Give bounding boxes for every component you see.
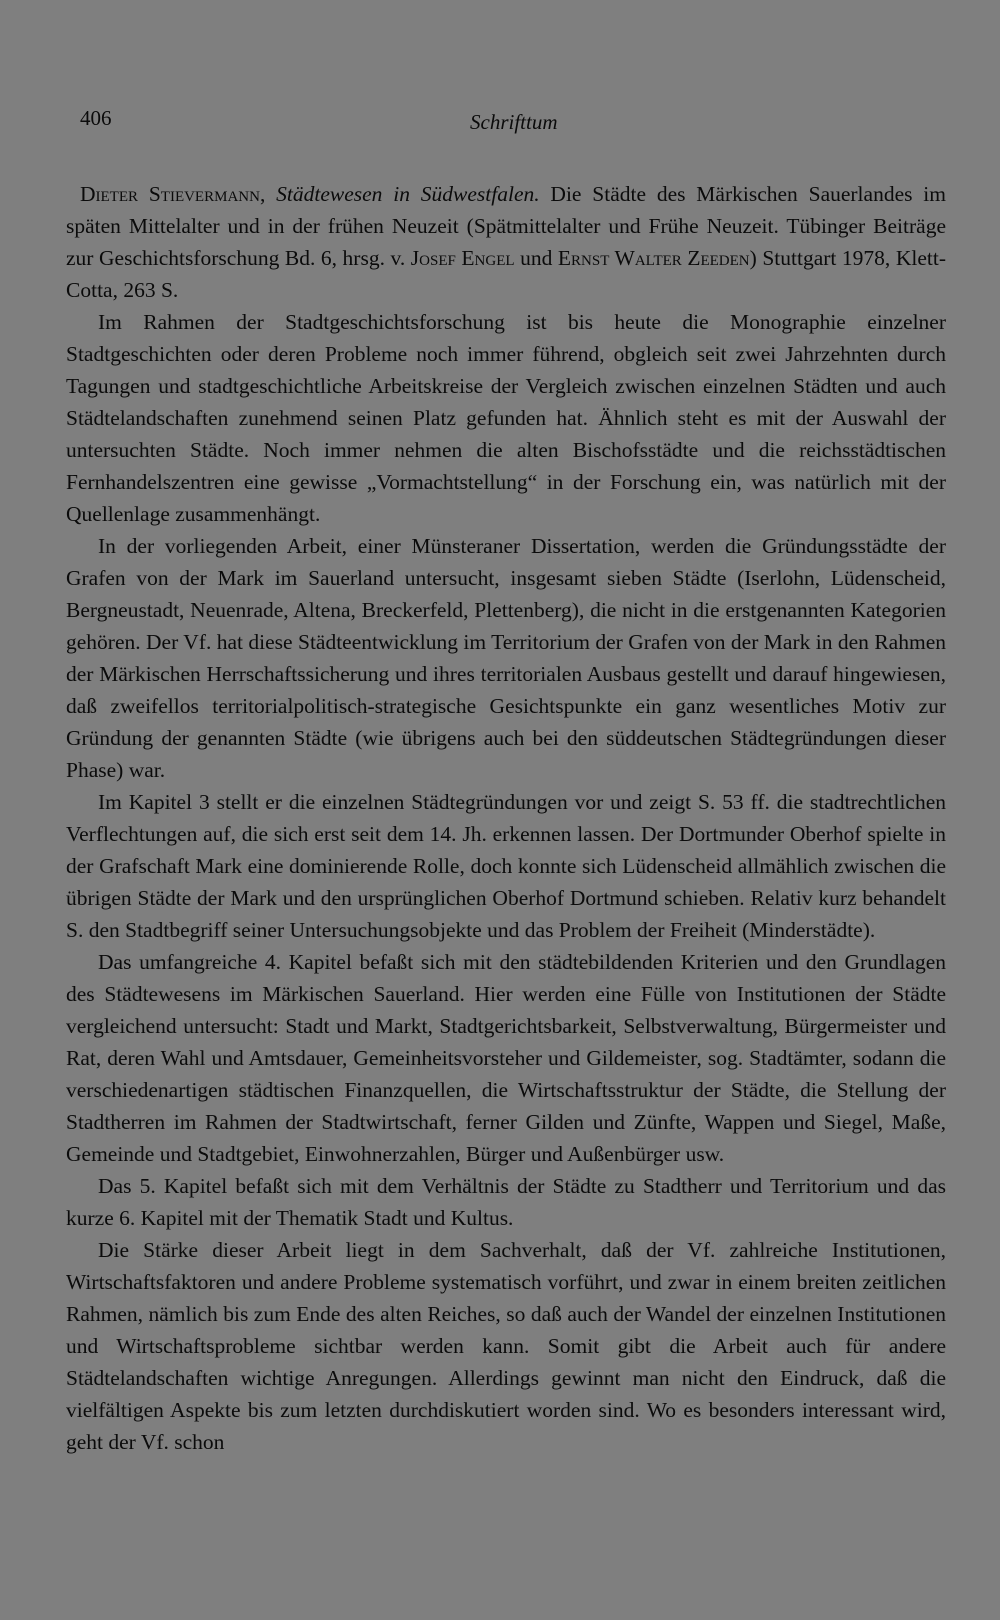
review-entry	[66, 178, 946, 1458]
citation-text: Die Städte des Märkischen Sauerlandes im späten Mittelalter und in der frühen Neuzeit (Spätmittelalter und Frühe Neuzeit. Tübinger Beiträge zur Geschichtsforschung Bd. 6, hrsg. v.	[66, 182, 946, 270]
review-paragraph: Das umfangreiche 4. Kapitel befaßt sich mit den städtebildenden Kriterien und den Grundlagen des Städtewesens im Märkischen Sauerland. Hier werden eine Fülle von Institutionen der Städte vergleichend untersucht: Stadt und Markt, Stadtgerichtsbarkeit, Selbstverwaltung, Bürgermeister und Rat, deren Wahl und Amtsdauer, Gemeinheitsvorsteher und Gildemeister, sog. Stadtämter, sodann die verschiedenartigen städtischen Finanzquellen, die Wirtschaftsstruktur der Städte, die Stellung der Stadtherren im Rahmen der Stadtwirtschaft, ferner Gilden und Zünfte, Wappen und Siegel, Maße, Gemeinde und Stadtgebiet, Einwohnerzahlen, Bürger und Außenbürger usw.	[66, 950, 946, 1166]
review-paragraph: Das 5. Kapitel befaßt sich mit dem Verhältnis der Städte zu Stadtherr und Territorium und das kurze 6. Kapitel mit der Thematik Stadt und Kultus.	[66, 1174, 946, 1230]
bibliographic-citation	[66, 178, 946, 306]
book-title: Städtewesen in Südwestfalen.	[276, 182, 540, 206]
page-number: 406	[80, 106, 112, 130]
author-name: Dieter Stievermann,	[80, 182, 266, 206]
review-paragraph: In der vorliegenden Arbeit, einer Münsteraner Dissertation, werden die Gründungsstädte der Grafen von der Mark im Sauerland untersucht, insgesamt sieben Städte (Iserlohn, Lüdenscheid, Bergneustadt, Neuenrade, Altena, Breckerfeld, Plettenberg), die nicht in die erstgenannten Kategorien gehören. Der Vf. hat diese Städteentwicklung im Territorium der Grafen von der Mark in den Rahmen der Märkischen Herrschaftssicherung und ihres territorialen Ausbaus gestellt und darauf hingewiesen, daß zweifellos territorialpolitisch-strategische Gesichtspunkte ein ganz wesentliches Motiv zur Gründung der genannten Städte (wie übrigens auch bei den süddeutschen Städtegründungen dieser Phase) war.	[66, 534, 946, 782]
review-paragraph: Im Rahmen der Stadtgeschichtsforschung ist bis heute die Monographie einzelner Stadtgeschichten oder deren Probleme noch immer führend, obgleich seit zwei Jahrzehnten durch Tagungen und stadtgeschichtliche Arbeitskreise der Vergleich zwischen einzelnen Städten und auch Städtelandschaften zunehmend seinen Platz gefunden hat. Ähnlich steht es mit der Auswahl der untersuchten Städte. Noch immer nehmen die alten Bischofsstädte und die reichsstädtischen Fernhandelszentren eine gewisse „Vormachtstellung“ in der Forschung ein, was natürlich mit der Quellenlage zusammenhängt.	[66, 310, 946, 526]
review-paragraph: Im Kapitel 3 stellt er die einzelnen Städtegründungen vor und zeigt S. 53 ff. die stadtrechtlichen Verflechtungen auf, die sich erst seit dem 14. Jh. erkennen lassen. Der Dortmunder Oberhof spielte in der Grafschaft Mark eine dominierende Rolle, doch konnte sich Lüdenscheid allmählich zwischen die übrigen Städte der Mark und den ursprünglichen Oberhof Dortmund schieben. Relativ kurz behandelt S. den Stadtbegriff seiner Untersuchungsobjekte und das Problem der Freiheit (Minderstädte).	[66, 790, 946, 942]
review-paragraph: Die Stärke dieser Arbeit liegt in dem Sachverhalt, daß der Vf. zahlreiche Institutionen, Wirtschaftsfaktoren und andere Probleme systematisch vorführt, und zwar in einem breiten zeitlichen Rahmen, nämlich bis zum Ende des alten Reiches, so daß auch der Wandel der einzelnen Institutionen und Wirtschaftsprobleme sichtbar werden kann. Somit gibt die Arbeit auch für andere Städtelandschaften wichtige Anregungen. Allerdings gewinnt man nicht den Eindruck, daß die vielfältigen Aspekte bis zum letzten durchdiskutiert worden sind. Wo es besonders interessant wird, geht der Vf. schon	[66, 1238, 946, 1454]
running-head: Schrifttum	[470, 110, 558, 134]
editor-name: Ernst Walter Zeeden	[557, 246, 750, 270]
page-header	[80, 100, 940, 140]
editor-name: Josef Engel	[410, 246, 515, 270]
citation-conjunction: und	[514, 246, 558, 270]
citation-publisher: ) Stuttgart 1978, Klett-Cotta, 263 S.	[66, 246, 946, 302]
